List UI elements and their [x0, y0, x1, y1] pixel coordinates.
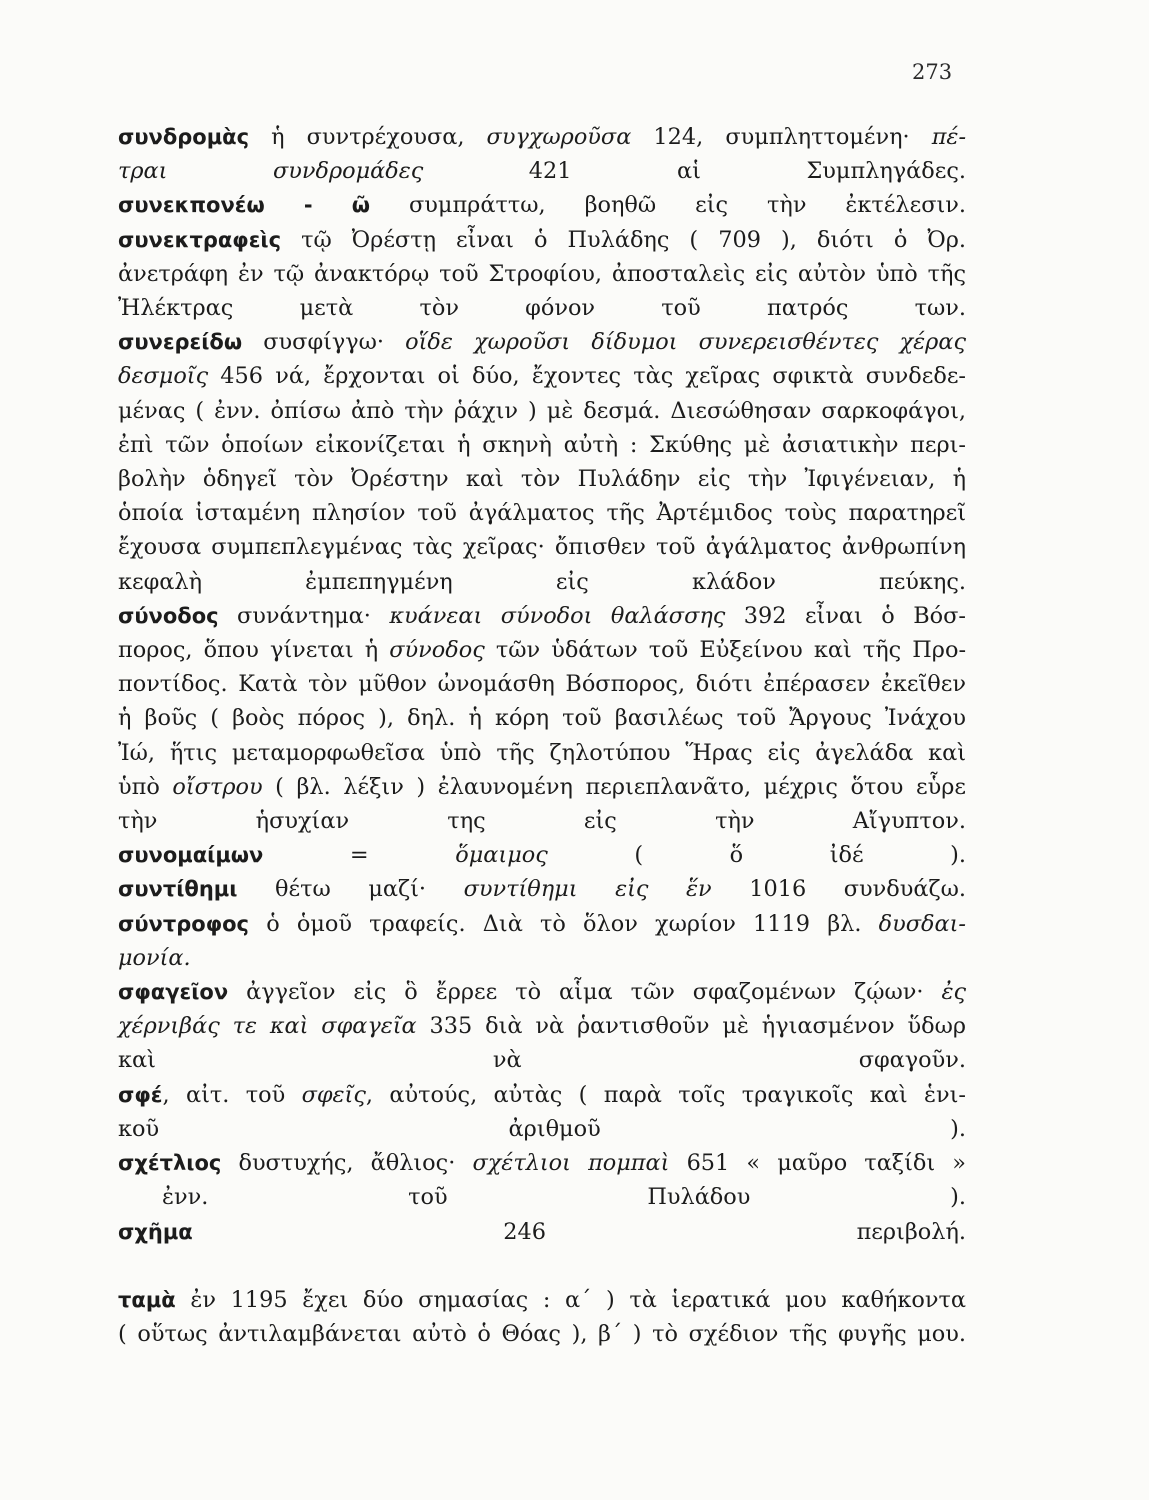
- glossary-entry: [118, 325, 966, 599]
- headword: σχῆμα: [118, 1219, 193, 1244]
- glossary-entry: [118, 872, 966, 906]
- text-line: [118, 291, 966, 325]
- headword: σφέ: [118, 1082, 163, 1107]
- glossary-entry: [118, 599, 966, 838]
- definition-text: θέτω μαζί·: [237, 876, 464, 903]
- definition-text: ἔχουσα συμπεπλεγμένας τὰς χεῖρας· ὄπισθεν τοῦ ἀγάλματος ἀνθρωπίνη: [118, 534, 966, 561]
- definition-text: ὑπὸ: [118, 773, 173, 800]
- italic-quote: συντίθημι εἰς ἕν: [463, 876, 712, 903]
- glossary-entry: [118, 188, 966, 222]
- glossary-entry: [118, 975, 966, 1078]
- italic-quote: σχέτλιοι πομπαὶ: [472, 1150, 670, 1177]
- glossary-entry: [118, 223, 966, 326]
- definition-text: ἡ συντρέχουσα,: [249, 124, 487, 150]
- italic-quote: χέρνιβάς τε καὶ σφαγεῖα: [118, 1013, 417, 1040]
- text-line: [118, 872, 966, 906]
- definition-text: ἐπὶ τῶν ὁποίων εἰκονίζεται ἡ σκηνὴ αὐτὴ : Σκύθης μὲ ἀσιατικὴν περι-: [118, 431, 966, 458]
- headword: συντίθημι: [118, 877, 238, 902]
- headword: συνδρομὰς: [118, 125, 250, 149]
- headword: σφαγεῖον: [118, 980, 229, 1005]
- definition-text: ( βλ. λέξιν ) ἐλαυνομένη περιεπλανᾶτο, μέχρις ὅτου εὗρε: [262, 773, 966, 800]
- definition-text: δυστυχής, ἄθλιος·: [221, 1150, 473, 1177]
- glossary-entry: [118, 1078, 966, 1146]
- definition-text: ἡ βοῦς ( βοὸς πόρος ), δηλ. ἡ κόρη τοῦ βασιλέως τοῦ Ἄργους Ἰνάχου: [118, 705, 966, 732]
- definition-text: =: [263, 842, 456, 869]
- definition-text: ἐνν. τοῦ Πυλάδου ).: [162, 1184, 966, 1211]
- text-line: [118, 1317, 966, 1351]
- section-gap: [118, 1249, 966, 1283]
- definition-text: , αἰτ. τοῦ: [162, 1081, 302, 1108]
- definition-text: πορος, ὅπου γίνεται ἡ: [118, 637, 390, 664]
- text-line: [118, 736, 966, 770]
- text-line: [118, 565, 966, 599]
- text-line: [118, 257, 966, 291]
- italic-quote: συγχωροῦσα: [486, 124, 632, 150]
- definition-text: 421 αἱ Συμπληγάδες.: [423, 158, 967, 185]
- glossary-entry: [118, 120, 966, 188]
- text-line: [118, 907, 966, 941]
- text-line: [118, 496, 966, 530]
- headword: συνεκπονέω - ῶ: [118, 193, 371, 218]
- definition-text: ἀγγεῖον εἰς ὃ ἔρρεε τὸ αἷμα τῶν σφαζομένων ζῴων·: [228, 979, 942, 1006]
- glossary-entry: [118, 1215, 966, 1249]
- page-number: 273: [912, 60, 953, 84]
- text-line: [118, 1112, 966, 1146]
- italic-quote: σύνοδος: [389, 637, 485, 664]
- text-line: [118, 188, 966, 222]
- headword: σχέτλιος: [118, 1151, 222, 1176]
- text-line: [118, 770, 966, 804]
- text-line: [118, 154, 966, 188]
- italic-quote: οἴστρου: [172, 773, 263, 800]
- text-line: [118, 667, 966, 701]
- definition-text: καὶ νὰ σφαγοῦν.: [118, 1047, 966, 1074]
- text-line: [118, 975, 966, 1009]
- text-line: [118, 394, 966, 428]
- definition-text: 124, συμπληττομένη·: [631, 124, 932, 150]
- definition-text: μένας ( ἐνν. ὀπίσω ἀπὸ τὴν ῥάχιν ) μὲ δεσμά. Διεσώθησαν σαρκοφάγοι,: [118, 397, 966, 424]
- headword: συνερείδω: [118, 330, 243, 355]
- italic-quote: ἐς: [941, 979, 966, 1006]
- definition-text: 335 διὰ νὰ ῥαντισθοῦν μὲ ἡγιασμένον ὕδωρ: [416, 1013, 966, 1040]
- italic-quote: δεσμοῖς: [118, 363, 209, 390]
- definition-text: κεφαλὴ ἐμπεπηγμένη εἰς κλάδον πεύκης.: [118, 568, 966, 595]
- definition-text: βολὴν ὁδηγεῖ τὸν Ὀρέστην καὶ τὸν Πυλάδην εἰς τὴν Ἰφιγένειαν, ἡ: [118, 466, 966, 493]
- italic-quote: τραι συνδρομάδες: [118, 158, 424, 185]
- definition-text: ποντίδος. Κατὰ τὸν μῦθον ὠνομάσθη Βόσπορος, διότι ἐπέρασεν ἐκεῖθεν: [118, 671, 966, 698]
- italic-quote: κυάνεαι σύνοδοι θαλάσσης: [389, 602, 726, 629]
- headword: σύντροφος: [118, 911, 250, 936]
- text-line: [118, 838, 966, 872]
- definition-text: Ἠλέκτρας μετὰ τὸν φόνον τοῦ πατρός των.: [118, 295, 966, 322]
- text-line: [118, 359, 966, 393]
- definition-text: 246 περιβολή.: [192, 1218, 966, 1245]
- italic-quote: οἵδε χωροῦσι δίδυμοι συνερεισθέντες χέρας: [405, 329, 966, 356]
- definition-text: ὁποία ἱσταμένη πλησίον τοῦ ἀγάλματος τῆς Ἀρτέμιδος τοὺς παρατηρεῖ: [118, 500, 966, 527]
- text-line: [118, 1078, 966, 1112]
- text-line: [118, 223, 966, 257]
- text-line: [118, 120, 966, 154]
- definition-text: κοῦ ἀριθμοῦ ).: [118, 1115, 966, 1142]
- text-line: [118, 1283, 966, 1317]
- text-line: [118, 1146, 966, 1180]
- text-line: [118, 1009, 966, 1043]
- definition-text: ἀνετράφη ἐν τῷ ἀνακτόρῳ τοῦ Στροφίου, ἀποσταλεὶς εἰς αὐτὸν ὑπὸ τῆς: [118, 260, 966, 287]
- definition-text: ( ὅ ἰδέ ).: [547, 842, 967, 869]
- headword: σύνοδος: [118, 603, 219, 628]
- glossary-entry: [118, 907, 966, 975]
- text-line: [118, 1180, 966, 1214]
- definition-text: Ἰώ, ἥτις μεταμορφωθεῖσα ὑπὸ τῆς ζηλοτύπου Ἥρας εἰς ἀγελάδα καὶ: [118, 739, 966, 766]
- definition-text: 1016 συνδυάζω.: [711, 876, 966, 903]
- definition-text: τὴν ἡσυχίαν της εἰς τὴν Αἴγυπτον.: [118, 808, 966, 835]
- text-line: [118, 804, 966, 838]
- definition-text: συνάντημα·: [218, 602, 390, 629]
- glossary-entry: [118, 1283, 966, 1351]
- definition-text: 456 νά, ἔρχονται οἱ δύο, ἔχοντες τὰς χεῖρας σφικτὰ συνδεδε-: [208, 363, 966, 390]
- italic-quote: σφεῖς: [301, 1081, 366, 1108]
- text-line: [118, 325, 966, 359]
- glossary-entry: [118, 838, 966, 872]
- definition-text: 392 εἶναι ὁ Βόσ-: [725, 602, 966, 629]
- text-line: [118, 530, 966, 564]
- text-line: [118, 941, 966, 975]
- definition-text: , αὐτούς, αὐτὰς ( παρὰ τοῖς τραγικοῖς καὶ ἑνι-: [365, 1081, 966, 1108]
- text-line: [118, 599, 966, 633]
- definition-text: 651 « μαῦρο ταξίδι »: [669, 1150, 967, 1177]
- italic-quote: πέ-: [931, 124, 967, 150]
- definition-text: ἐν 1195 ἔχει δύο σημασίας : α΄ ) τὰ ἱερατικά μου καθήκοντα: [175, 1286, 966, 1313]
- headword: συνομαίμων: [118, 843, 264, 868]
- text-line: [118, 462, 966, 496]
- definition-text: τῶν ὑδάτων τοῦ Εὐξείνου καὶ τῆς Προ-: [484, 637, 967, 664]
- text-line: [118, 428, 966, 462]
- text-line: [118, 633, 966, 667]
- text-line: [118, 1215, 966, 1249]
- headword: συνεκτραφεὶς: [118, 227, 282, 252]
- italic-quote: ὅμαιμος: [455, 842, 548, 869]
- italic-quote: δυσδαι-: [878, 910, 966, 937]
- glossary-text: [118, 120, 966, 1351]
- text-line: [118, 701, 966, 735]
- text-line: [118, 1043, 966, 1077]
- italic-quote: μονία.: [118, 944, 191, 971]
- glossary-entry: [118, 1146, 966, 1214]
- definition-text: συσφίγγω·: [242, 329, 406, 356]
- definition-text: ( οὕτως ἀντιλαμβάνεται αὐτὸ ὁ Θόας ), β΄ ) τὸ σχέδιον τῆς φυγῆς μου.: [118, 1320, 966, 1347]
- definition-text: ὁ ὁμοῦ τραφείς. Διὰ τὸ ὅλον χωρίον 1119 βλ.: [249, 910, 879, 937]
- headword: ταμὰ: [118, 1287, 176, 1312]
- definition-text: τῷ Ὀρέστῃ εἶναι ὁ Πυλάδης ( 709 ), διότι ὁ Ὀρ.: [281, 226, 966, 253]
- definition-text: συμπράττω, βοηθῶ εἰς τὴν ἐκτέλεσιν.: [370, 192, 966, 219]
